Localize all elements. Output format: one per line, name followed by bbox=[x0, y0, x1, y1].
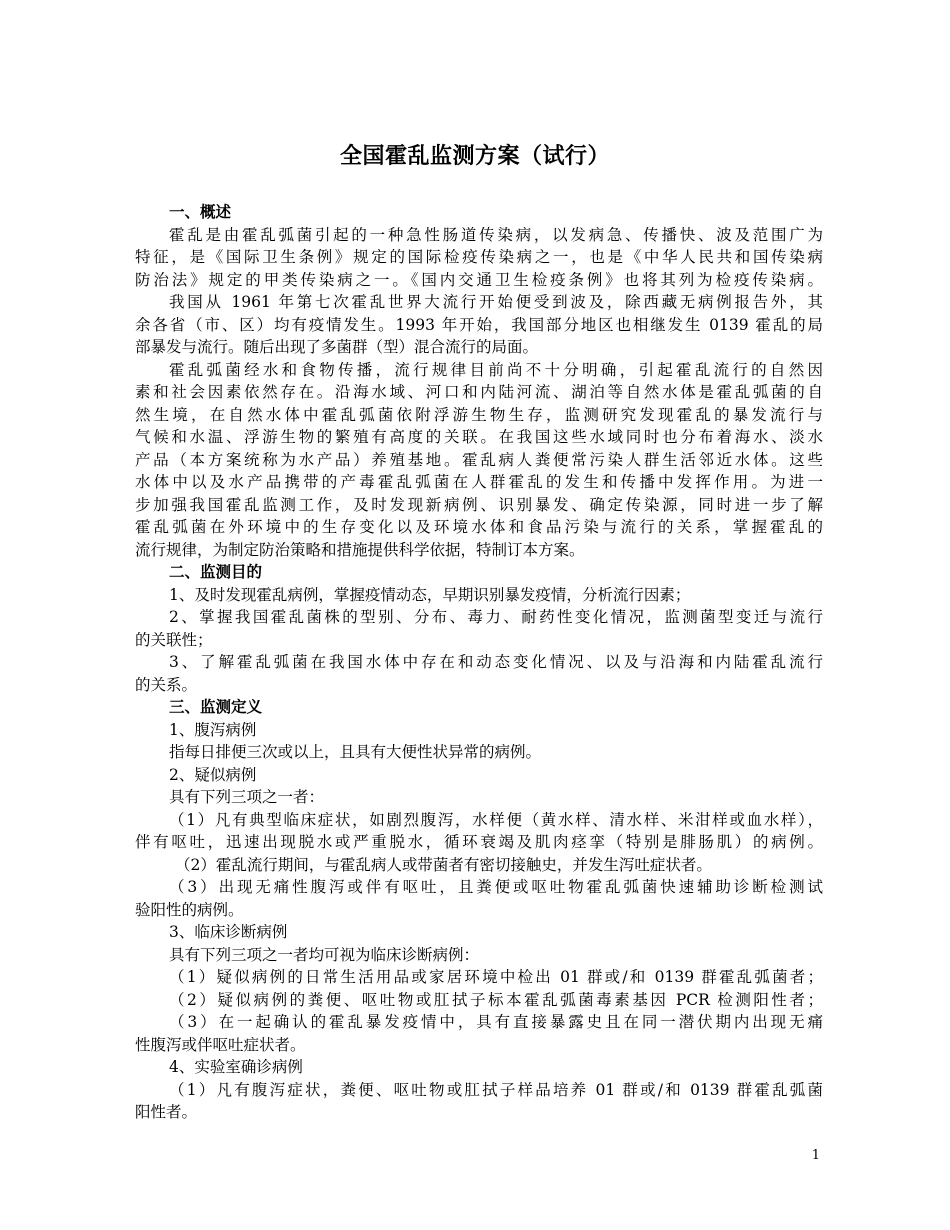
text-line: 步加强我国霍乱监测工作，及时发现新病例、识别暴发、确定传染源，同时进一步了解 bbox=[135, 495, 823, 514]
text-line: 伴有呕吐，迅速出现脱水或严重脱水，循环衰竭及肌肉痉挛（特别是腓肠肌）的病例。 bbox=[135, 833, 823, 851]
text-line: 特征，是《国际卫生条例》规定的国际检疫传染病之一，也是《中华人民共和国传染病 bbox=[135, 248, 823, 266]
text-line: （1）疑似病例的日常生活用品或家居环境中检出 01 群或/和 0139 群霍乱弧菌者； bbox=[169, 968, 823, 986]
text-line: 3、临床诊断病例 bbox=[169, 923, 288, 941]
text-line: 具有下列三项之一者： bbox=[169, 788, 325, 806]
text-line: 1、及时发现霍乱病例，掌握疫情动态，早期识别暴发疫情，分析流行因素； bbox=[169, 585, 691, 604]
text-line: 2、掌握我国霍乱菌株的型别、分布、毒力、耐药性变化情况，监测菌型变迁与流行 bbox=[169, 608, 823, 626]
text-line: 具有下列三项之一者均可视为临床诊断病例： bbox=[169, 945, 480, 964]
section-heading: 一、概述 bbox=[169, 203, 232, 221]
text-line: 部暴发与流行。随后出现了多菌群（型）混合流行的局面。 bbox=[135, 338, 539, 356]
text-line: 阳性者。 bbox=[135, 1103, 198, 1121]
text-line: 的关联性； bbox=[135, 630, 213, 649]
text-line: 产品（本方案统称为水产品）养殖基地。霍乱病人粪便常污染人群生活邻近水体。这些 bbox=[135, 450, 823, 469]
text-line: 然生境，在自然水体中霍乱弧菌依附浮游生物生存，监测研究发现霍乱的暴发流行与 bbox=[135, 405, 823, 424]
text-line: （3）出现无痛性腹泻或伴有呕吐，且粪便或呕吐物霍乱弧菌快速辅助诊断检测试 bbox=[169, 878, 823, 896]
text-line: 4、实验室确诊病例 bbox=[169, 1058, 303, 1076]
text-line: 素和社会因素依然存在。沿海水域、河口和内陆河流、湖泊等自然水体是霍乱弧菌的自 bbox=[135, 383, 823, 401]
section-heading: 三、监测定义 bbox=[169, 698, 263, 716]
text-line: 水体中以及水产品携带的产毒霍乱弧菌在人群霍乱的发生和传播中发挥作用。为进一 bbox=[135, 473, 823, 491]
text-line: （2）疑似病例的粪便、呕吐物或肛拭子标本霍乱弧菌毒素基因 PCR 检测阳性者； bbox=[169, 990, 823, 1009]
text-line: （3）在一起确认的霍乱暴发疫情中，具有直接暴露史且在同一潜伏期内出现无痛 bbox=[169, 1013, 823, 1031]
section-heading: 二、监测目的 bbox=[169, 563, 263, 581]
text-line: 性腹泻或伴呕吐症状者。 bbox=[135, 1035, 306, 1054]
text-line: 的关系。 bbox=[135, 675, 198, 694]
text-line: 霍乱弧菌经水和食物传播，流行规律目前尚不十分明确，引起霍乱流行的自然因 bbox=[169, 360, 823, 379]
text-line: 我国从 1961 年第七次霍乱世界大流行开始便受到波及，除西藏无病例报告外，其 bbox=[169, 293, 823, 311]
text-line: 验阳性的病例。 bbox=[135, 900, 244, 919]
text-line: 流行规律，为制定防治策略和措施提供科学依据，特制订本方案。 bbox=[135, 540, 585, 559]
text-line: 余各省（市、区）均有疫情发生。1993 年开始，我国部分地区也相继发生 0139 霍乱的局 bbox=[135, 315, 823, 334]
text-line: 1、腹泻病例 bbox=[169, 720, 257, 739]
text-line: （1）凡有腹泻症状，粪便、呕吐物或肛拭子样品培养 01 群或/和 0139 群霍乱弧菌 bbox=[169, 1080, 823, 1099]
document-body bbox=[135, 201, 823, 1124]
text-line: 霍乱是由霍乱弧菌引起的一种急性肠道传染病，以发病急、传播快、波及范围广为 bbox=[169, 225, 823, 244]
text-line: （1）凡有典型临床症状，如剧烈腹泻，水样便（黄水样、清水样、米泔样或血水样）， bbox=[169, 810, 823, 829]
text-line: 3、了解霍乱弧菌在我国水体中存在和动态变化情况、以及与沿海和内陆霍乱流行 bbox=[169, 653, 823, 671]
text-line: （2）霍乱流行期间，与霍乱病人或带菌者有密切接触史，并发生泻吐症状者。 bbox=[175, 855, 712, 874]
text-line: 霍乱弧菌在外环境中的生存变化以及环境水体和食品污染与流行的关系，掌握霍乱的 bbox=[135, 518, 823, 536]
text-line: 指每日排便三次或以上，且具有大便性状异常的病例。 bbox=[169, 743, 542, 761]
page-title: 全国霍乱监测方案（试行） bbox=[339, 144, 610, 169]
page-number: 1 bbox=[811, 1148, 820, 1163]
text-line: 2、疑似病例 bbox=[169, 765, 257, 784]
text-line: 气候和水温、浮游生物的繁殖有高度的关联。在我国这些水域同时也分布着海水、淡水 bbox=[135, 428, 823, 446]
text-line: 防治法》规定的甲类传染病之一。《国内交通卫生检疫条例》也将其列为检疫传染病。 bbox=[135, 270, 823, 289]
